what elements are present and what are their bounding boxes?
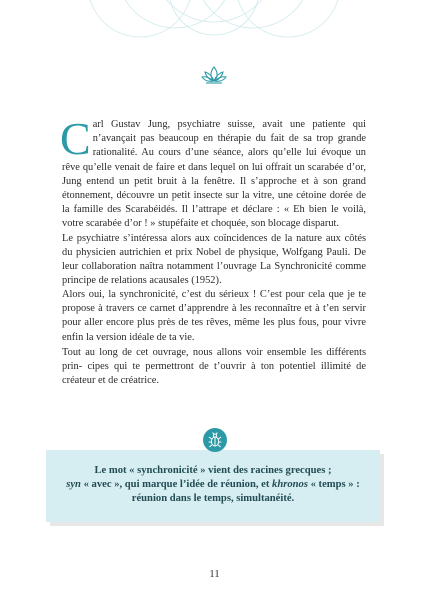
text-line: cours d’une séance, alors qu’elle lui évoque un rêve qu’elle venait — [62, 147, 366, 173]
text-line: pas beaucoup en thérapie du fait de sa trop grande rationalité. Au — [92, 133, 366, 159]
paragraph-book-overview — [62, 346, 366, 389]
lotus-icon — [200, 64, 228, 86]
text-line: Le psychiatre s’intéressa alors aux coïncidences de la nature aux côtés du — [62, 232, 366, 258]
text-line: insecte sur la vitre, une cétoine dorée de la famille des Scarabéidés. Il l’attrape — [62, 190, 366, 216]
text-line: et déclare : « Eh bien le voilà, votre scarabée d’or ! » stupéfaite et choquée, son — [62, 204, 366, 230]
greek-word-syn: syn — [66, 479, 81, 490]
definition-callout — [46, 450, 380, 522]
drop-cap: C — [60, 113, 91, 164]
floral-ornament-icon — [0, 0, 429, 60]
callout-text — [46, 464, 380, 506]
text-line: physicien autrichien et prix Nobel de physique, Wolfgang Pauli. De leur — [62, 246, 366, 273]
greek-word-khronos: khronos — [272, 479, 308, 490]
text-line: arl Gustav Jung, psychiatre suisse, avait une patiente qui n’avançait — [92, 119, 366, 145]
text-line: Alors oui, la synchronicité, c’est du sérieux ! C’est pour cela que je te propose — [62, 289, 366, 315]
text-line: encore plus près de tes rêves, même les plus fous, pour vivre enfin la version — [62, 317, 366, 343]
text-line: à travers ce carnet d’apprendre à les reconnaître et à t’en servir pour aller — [62, 303, 366, 329]
text-line: de faire et dans lequel on lui offrait un scarabée d’or, Jung entend un petit — [62, 161, 366, 187]
text-line: Tout au long de cet ouvrage, nous allons voir ensemble les différents prin- — [62, 347, 366, 373]
text-line: collaboration naîtra notamment l’ouvrage La Synchronicité comme principe — [62, 261, 366, 287]
text-line: cipes qui te permettront de t’ouvrir à ton potentiel illimité de créateur et de — [62, 361, 366, 387]
text-line: créatrice. — [120, 375, 159, 387]
callout-line: réunion dans le temps, simultanéité. — [131, 493, 295, 504]
scarab-badge — [203, 428, 227, 452]
text-line: idéale de ta vie. — [129, 331, 195, 343]
callout-line: Le mot « synchronicité » vient des racines grecques ; — [94, 465, 332, 476]
text-line: de relations acausales (1952). — [98, 275, 222, 287]
scarab-beetle-icon — [203, 428, 227, 452]
text-line: bruit à la fenêtre. Il s’approche et à son grand étonnement, découvre un petit — [62, 175, 366, 202]
page-number: 11 — [209, 568, 220, 580]
text-line: blocage disparut. — [268, 218, 339, 230]
callout-fragment: « temps » : — [307, 479, 360, 490]
callout-fragment: « avec », qui marque l’idée de réunion, et — [80, 479, 273, 490]
paragraph-jung-story — [60, 113, 366, 288]
callout-line — [46, 478, 380, 492]
paragraph-synchronicity-serious — [62, 288, 366, 345]
